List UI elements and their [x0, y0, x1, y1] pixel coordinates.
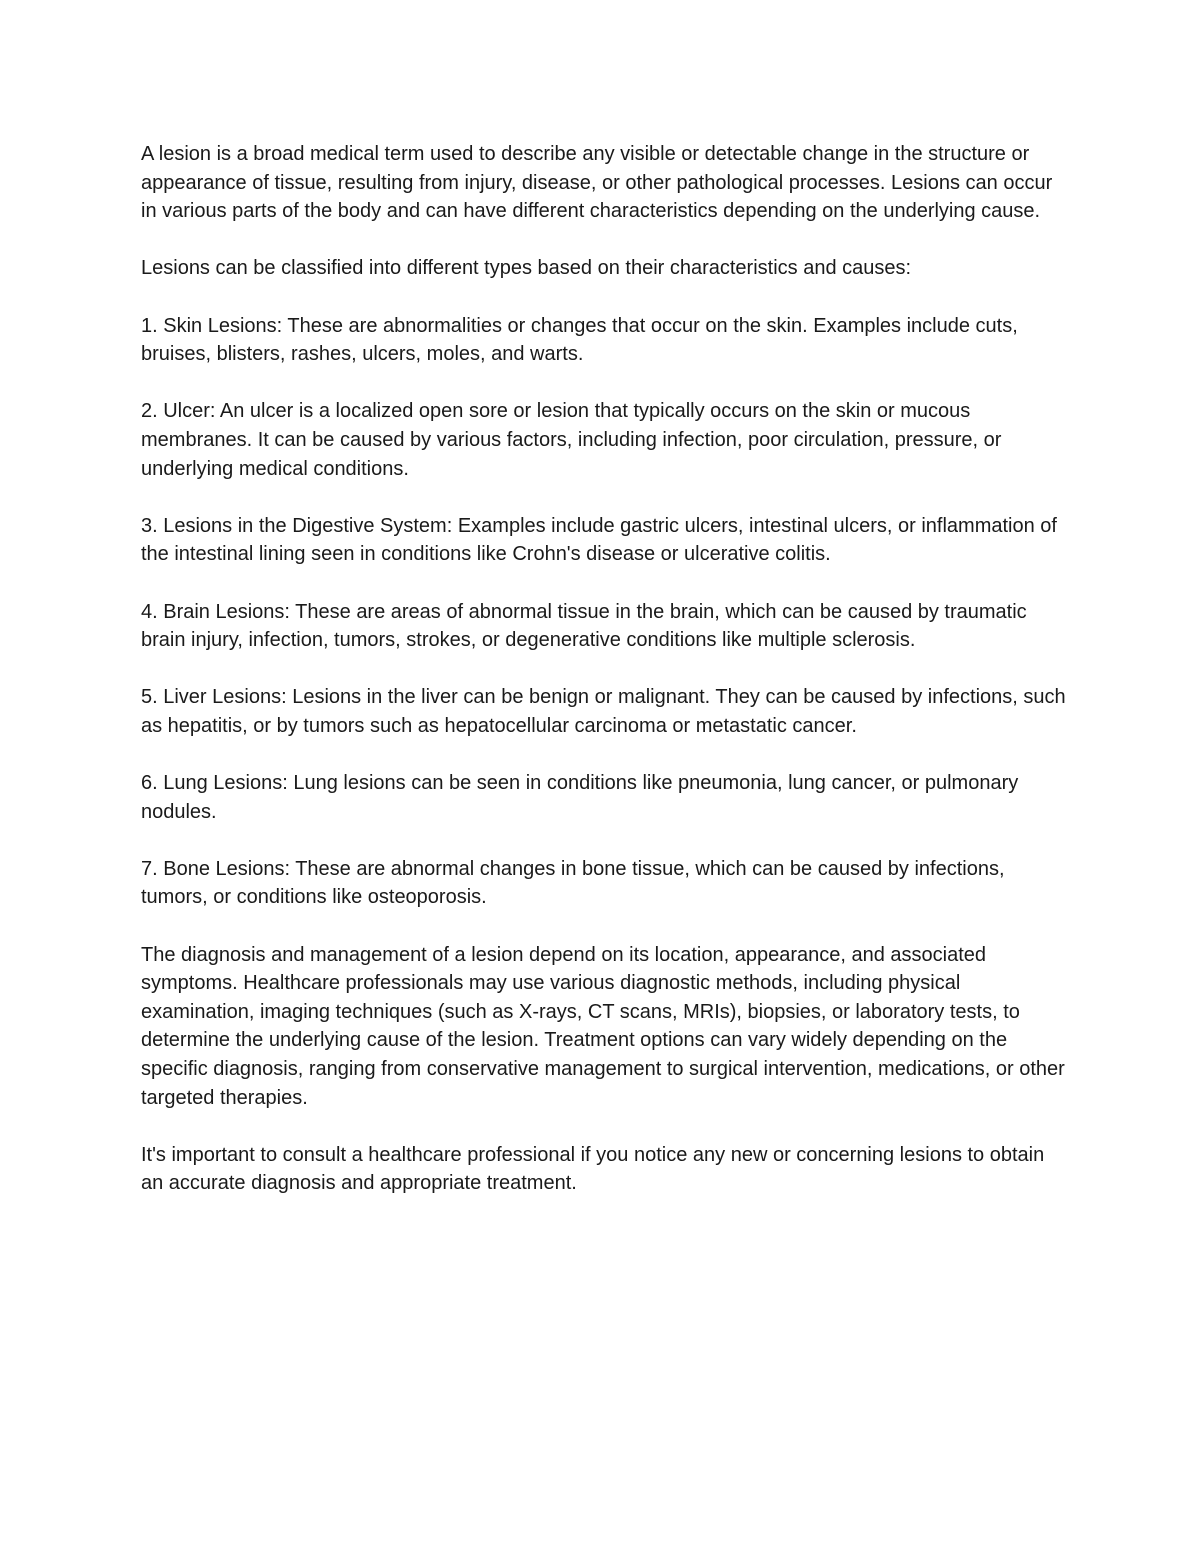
- list-item-ulcer: 2. Ulcer: An ulcer is a localized open sore or lesion that typically occurs on the skin or mucous membranes. It can be caused by various factors, including infection, poor circulation, pressure, or underlying medical conditions.: [141, 400, 1002, 480]
- list-item-lung-lesions: 6. Lung Lesions: Lung lesions can be seen in conditions like pneumonia, lung cancer, or pulmonary nodules.: [141, 772, 1019, 823]
- list-item-skin-lesions: 1. Skin Lesions: These are abnormalities or changes that occur on the skin. Examples include cuts, bruises, blisters, rashes, ulcers, moles, and warts.: [141, 314, 1018, 366]
- list-item-brain-lesions: 4. Brain Lesions: These are areas of abnormal tissue in the brain, which can be caused by traumatic brain injury, infection, tumors, strokes, or degenerative conditions like multiple sclerosis.: [141, 600, 1027, 652]
- list-item-liver-lesions: 5. Liver Lesions: Lesions in the liver can be benign or malignant. They can be caused by infections, such as hepatitis, or by tumors such as hepatocellular carcinoma or metastatic cancer.: [141, 686, 1066, 737]
- list-item-digestive-lesions: 3. Lesions in the Digestive System: Examples include gastric ulcers, intestinal ulcers, or inflammation of the intestinal lining seen in conditions like Crohn's disease or ulcerative colitis.: [141, 514, 1057, 566]
- classification-intro-paragraph: Lesions can be classified into different types based on their characteristics and causes:: [141, 257, 912, 280]
- document-body: [141, 140, 1066, 1227]
- list-item-bone-lesions: 7. Bone Lesions: These are abnormal changes in bone tissue, which can be caused by infections, tumors, or conditions like osteoporosis.: [141, 857, 1005, 909]
- intro-paragraph: A lesion is a broad medical term used to describe any visible or detectable change in the structure or appearance of tissue, resulting from injury, disease, or other pathological processes. Lesions can occur in various parts of the body and can have different characteristics depending on the underlying cause.: [141, 143, 1053, 223]
- diagnosis-paragraph: The diagnosis and management of a lesion depend on its location, appearance, and associated symptoms. Healthcare professionals may use various diagnostic methods, including physical examination, imaging techniques (such as X-rays, CT scans, MRIs), biopsies, or laboratory tests, to determine the underlying cause of the lesion. Treatment options can vary widely depending on the specific diagnosis, ranging from conservative management to surgical intervention, medications, or other targeted therapies.: [141, 943, 1065, 1109]
- closing-paragraph: It's important to consult a healthcare professional if you notice any new or concerning lesions to obtain an accurate diagnosis and appropriate treatment.: [141, 1143, 1045, 1195]
